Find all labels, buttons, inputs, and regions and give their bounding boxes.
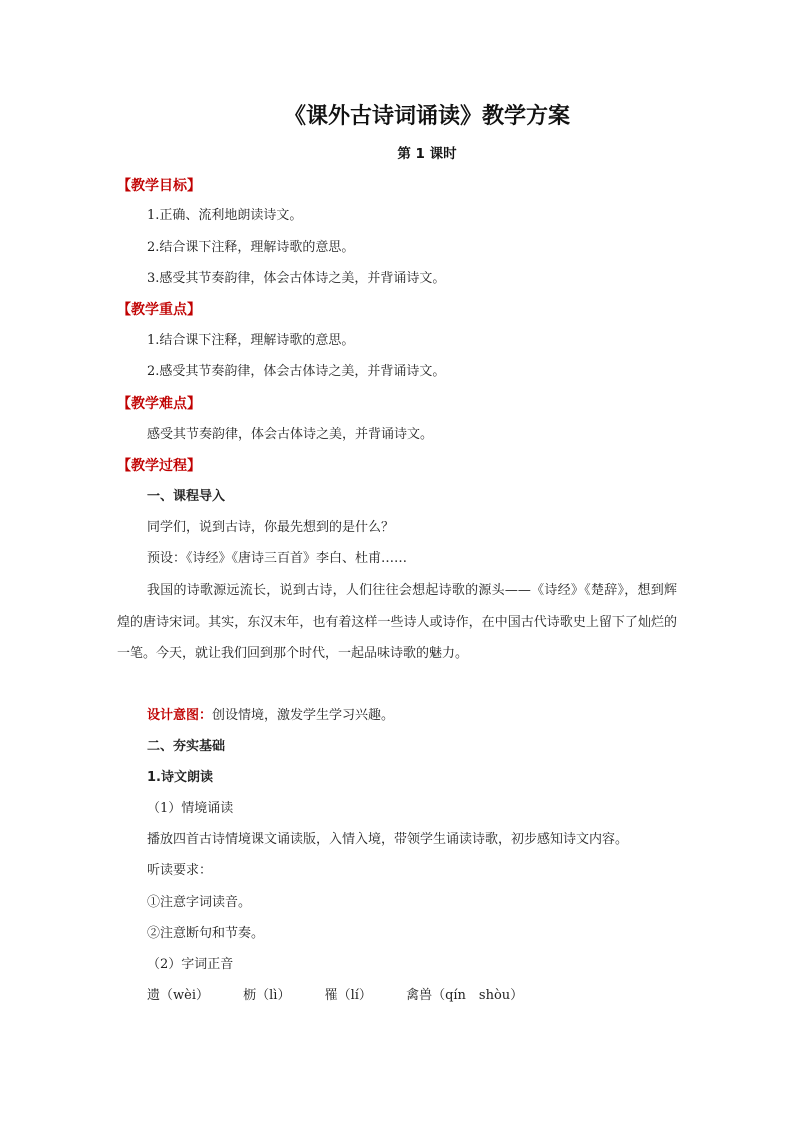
sub1-title: 1.诗文朗读 xyxy=(147,770,213,785)
part1-title: 一、课程导入 xyxy=(147,489,226,504)
part2-title: 二、夯实基础 xyxy=(147,739,226,754)
key-point-item: 1.结合课下注释，理解诗歌的意思。 xyxy=(147,333,355,348)
pinyin-item: 遗（wèi） xyxy=(147,988,209,1003)
pinyin-item: 枥（lì） xyxy=(243,988,291,1003)
heading-process: 【教学过程】 xyxy=(117,458,201,474)
heading-key-points: 【教学重点】 xyxy=(117,302,201,318)
goal-item: 3.感受其节奏韵律，体会古体诗之美，并背诵诗文。 xyxy=(147,271,446,286)
design-intent xyxy=(147,706,394,726)
goal-item: 2.结合课下注释，理解诗歌的意思。 xyxy=(147,240,355,255)
listen-requirements: 听读要求： xyxy=(147,863,213,878)
heading-difficulties: 【教学难点】 xyxy=(117,396,201,412)
goal-item: 1.正确、流利地朗读诗文。 xyxy=(147,208,303,223)
page-subtitle: 第 1 课时 xyxy=(397,146,457,162)
requirement-item: ②注意断句和节奏。 xyxy=(147,926,265,941)
sub1-a-text: 播放四首古诗情境课文诵读版，入情入境，带领学生诵读诗歌，初步感知诗文内容。 xyxy=(147,832,629,847)
pinyin-row xyxy=(147,986,553,1006)
requirement-item: ①注意字词读音。 xyxy=(147,895,252,910)
key-point-item: 2.感受其节奏韵律，体会古体诗之美，并背诵诗文。 xyxy=(147,364,446,379)
page-title: 《课外古诗词诵读》教学方案 xyxy=(283,104,570,129)
difficulty-item: 感受其节奏韵律，体会古体诗之美，并背诵诗文。 xyxy=(147,427,434,442)
intro-question: 同学们，说到古诗，你最先想到的是什么？ xyxy=(147,520,395,535)
sub1-b: （2）字词正音 xyxy=(147,957,234,972)
heading-goals: 【教学目标】 xyxy=(117,178,201,194)
design-intent-text: 创设情境，激发学生学习兴趣。 xyxy=(212,708,395,723)
sub1-a: （1）情境诵读 xyxy=(147,801,234,816)
intro-preset: 预设：《诗经》《唐诗三百首》李白、杜甫…… xyxy=(147,551,408,566)
intro-paragraph: 我国的诗歌源远流长，说到古诗，人们往往会想起诗歌的源头——《诗经》《楚辞》，想到辉煌的唐诗宋词。其实，东汉末年，也有着这样一些诗人或诗作，在中国古代诗歌史上留下了灿烂的一笔。今天，就让我们回到那个时代，一起品味诗歌的魅力。 xyxy=(117,583,677,661)
pinyin-item: 罹（lí） xyxy=(324,988,372,1003)
pinyin-item: 禽兽（qín shòu） xyxy=(406,988,524,1003)
design-intent-label: 设计意图： xyxy=(147,708,213,723)
